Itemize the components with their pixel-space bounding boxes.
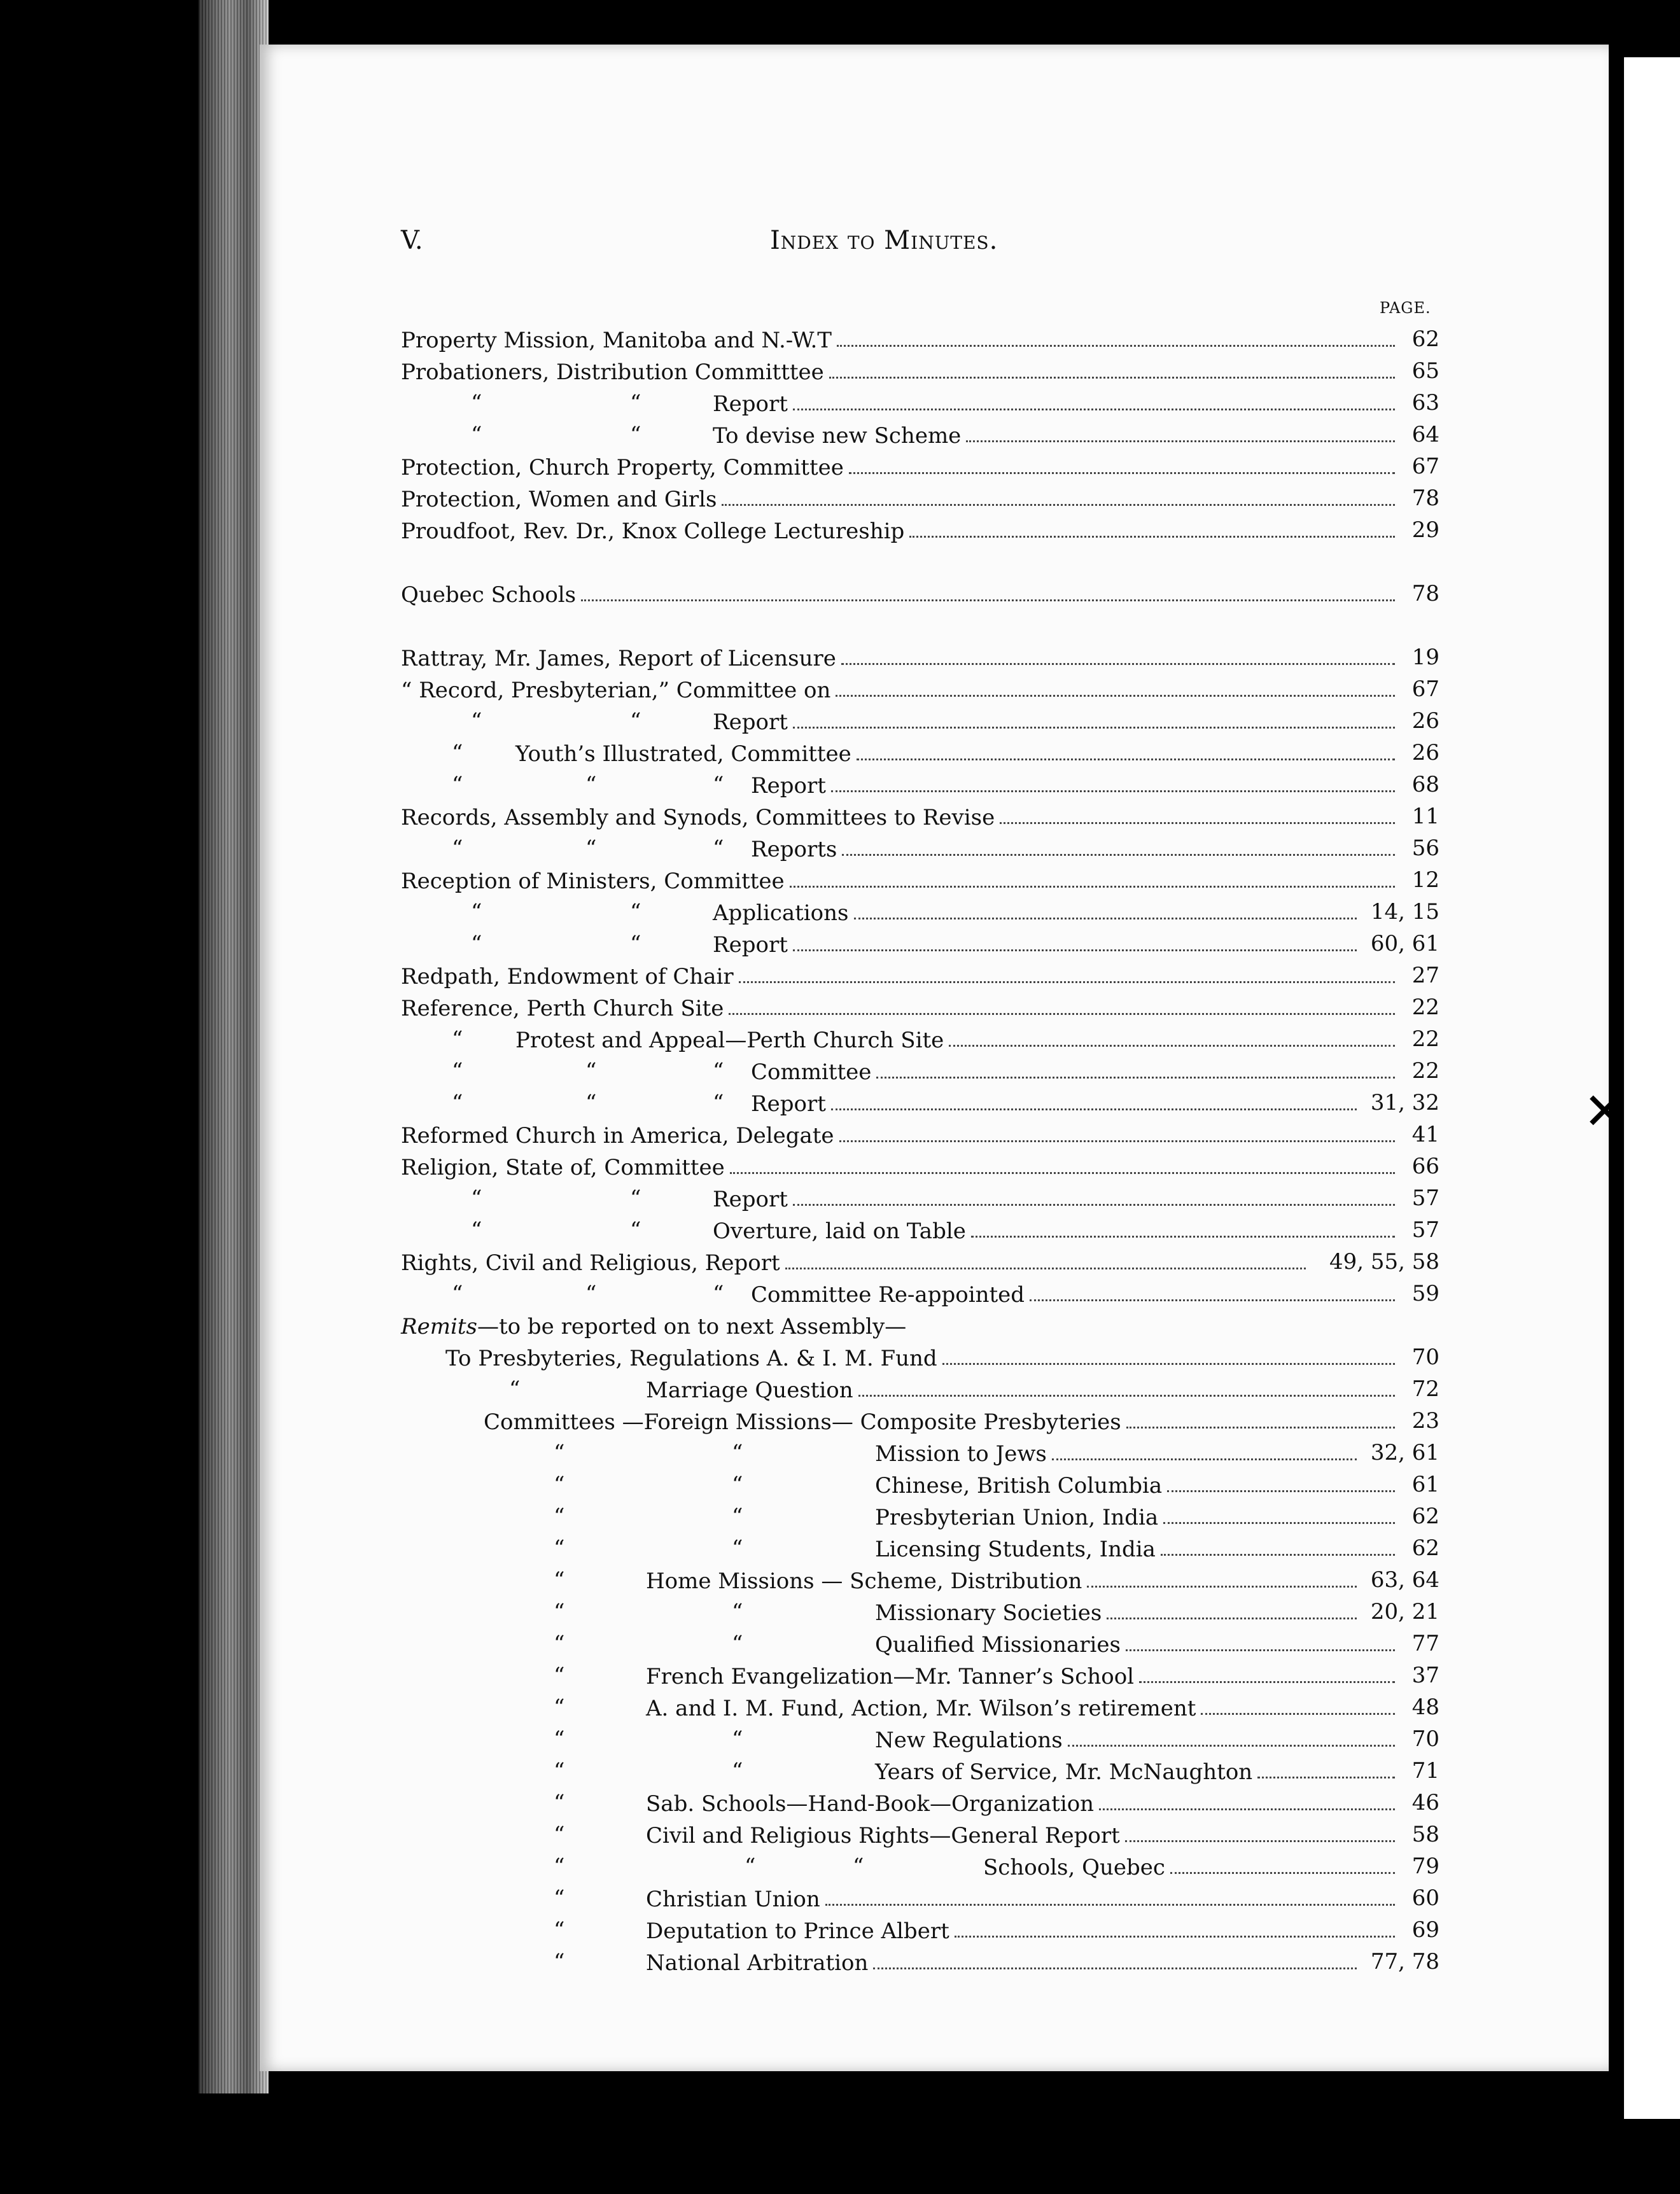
index-entry	[401, 1785, 1439, 1817]
page-reference: 67	[1411, 676, 1439, 702]
ditto-mark: “	[732, 1599, 743, 1625]
dot-leader	[949, 1045, 1395, 1047]
entry-text: Mission to Jews	[875, 1441, 1047, 1467]
entry-text: Sab. Schools—Hand-Book—Organization	[646, 1791, 1095, 1817]
dot-leader	[839, 1140, 1395, 1142]
ditto-mark: “	[732, 1472, 743, 1497]
page-reference: 49, 55, 58	[1329, 1249, 1439, 1275]
page-reference: 22	[1411, 995, 1439, 1020]
ditto-mark: “	[471, 931, 482, 956]
ditto-mark: “	[732, 1631, 743, 1656]
ditto-mark: “	[471, 708, 482, 734]
index-entry	[401, 703, 1439, 735]
ditto-mark: “	[452, 740, 463, 765]
ditto-mark: “	[585, 1281, 597, 1306]
ditto-mark: “	[554, 1631, 565, 1656]
entry-text: Deputation to Prince Albert	[646, 1918, 949, 1944]
entry-text: Redpath, Endowment of Chair	[401, 964, 734, 989]
entry-text: Committee	[751, 1059, 872, 1085]
entry-text: Report	[713, 932, 788, 958]
entry-text: To Presbyteries, Regulations A. & I. M. Fund	[445, 1346, 937, 1371]
ditto-mark: “	[452, 1281, 463, 1306]
page-reference: 22	[1411, 1058, 1439, 1084]
ditto-mark: “	[745, 1854, 756, 1879]
dot-leader	[971, 1236, 1395, 1238]
page-reference: 19	[1411, 645, 1439, 670]
entry-text: Reformed Church in America, Delegate	[401, 1123, 834, 1149]
ditto-mark: “	[554, 1790, 565, 1815]
index-entry	[401, 958, 1439, 989]
dot-leader	[730, 1172, 1395, 1174]
index-entry	[401, 353, 1439, 385]
dot-leader	[793, 727, 1395, 729]
ditto-mark: “	[452, 772, 463, 797]
index-entry	[401, 671, 1439, 703]
dot-leader	[857, 758, 1395, 760]
index-entry	[401, 449, 1439, 480]
page-reference: 59	[1411, 1281, 1439, 1306]
page-reference: 60, 61	[1370, 931, 1439, 956]
page-reference: 58	[1411, 1822, 1439, 1847]
index-entry	[401, 385, 1439, 417]
page-reference: 12	[1411, 867, 1439, 893]
ditto-mark: “	[585, 1058, 597, 1084]
ditto-mark: “	[713, 1058, 724, 1084]
ditto-mark: “	[554, 1599, 565, 1625]
entry-text: Records, Assembly and Synods, Committees to Revise	[401, 805, 995, 830]
dot-leader	[793, 1204, 1395, 1206]
dot-leader	[873, 1967, 1357, 1969]
ditto-mark: “	[585, 772, 597, 797]
page-reference: 78	[1411, 486, 1439, 511]
index-entry	[401, 1371, 1439, 1403]
index-entry	[401, 321, 1439, 353]
page-reference: 69	[1411, 1917, 1439, 1943]
ditto-mark: “	[732, 1504, 743, 1529]
index-entry	[401, 1308, 1439, 1339]
ditto-mark: “	[452, 835, 463, 861]
index-entry	[401, 1339, 1439, 1371]
ditto-mark: “	[713, 835, 724, 861]
entry-text: French Evangelization—Mr. Tanner’s School	[646, 1664, 1135, 1689]
entry-text: Rattray, Mr. James, Report of Licensure	[401, 646, 836, 671]
dot-leader	[1052, 1458, 1357, 1460]
ditto-mark: “	[630, 1185, 641, 1211]
dot-leader	[1257, 1777, 1395, 1778]
entry-text: Presbyterian Union, India	[875, 1505, 1159, 1530]
index-entry	[401, 1658, 1439, 1689]
index-entry	[401, 1085, 1439, 1117]
dot-leader	[825, 1904, 1395, 1906]
dot-leader	[858, 1395, 1395, 1397]
ditto-mark: “	[630, 390, 641, 416]
ditto-mark: “	[452, 1058, 463, 1084]
dot-leader	[739, 981, 1395, 983]
ditto-mark: “	[554, 1504, 565, 1529]
ditto-mark: “	[732, 1440, 743, 1465]
entry-text: Report	[751, 773, 826, 799]
page-reference: 67	[1411, 454, 1439, 479]
dot-leader	[1201, 1713, 1395, 1715]
index-entry	[401, 1530, 1439, 1562]
index-entry	[401, 1276, 1439, 1308]
ditto-mark: “	[554, 1567, 565, 1593]
ditto-mark: “	[554, 1758, 565, 1784]
ditto-mark: “	[732, 1726, 743, 1752]
dot-leader	[831, 1108, 1357, 1110]
page-reference: 56	[1411, 835, 1439, 861]
page-reference: 70	[1411, 1345, 1439, 1370]
index-entry	[401, 1467, 1439, 1499]
entry-text: Religion, State of, Committee	[401, 1155, 725, 1180]
ditto-mark: “	[630, 899, 641, 925]
dot-leader	[581, 599, 1395, 601]
entry-text: Applications	[713, 900, 849, 926]
entry-text: Committee Re-appointed	[751, 1282, 1025, 1308]
ditto-mark: “	[630, 1217, 641, 1243]
index-entry	[401, 512, 1439, 544]
ditto-mark: “	[732, 1758, 743, 1784]
page-reference: 29	[1411, 517, 1439, 543]
ditto-mark: “	[585, 835, 597, 861]
entry-text: To devise new Scheme	[713, 423, 962, 449]
binding-mark: ✕	[1583, 1082, 1627, 1141]
index-entry	[401, 799, 1439, 830]
index-entry	[401, 1594, 1439, 1626]
index-entry	[401, 989, 1439, 1021]
dot-leader	[1167, 1490, 1395, 1492]
entry-text: Property Mission, Manitoba and N.-W.T	[401, 328, 832, 353]
index-entry	[401, 1944, 1439, 1976]
dot-leader	[729, 1013, 1395, 1015]
dot-leader	[1000, 822, 1395, 824]
entry-text: Reception of Ministers, Committee	[401, 869, 785, 894]
entry-text: Civil and Religious Rights—General Report	[646, 1823, 1120, 1848]
entry-text: Years of Service, Mr. McNaughton	[875, 1759, 1253, 1785]
page-reference: 26	[1411, 740, 1439, 765]
ditto-mark: “	[452, 1090, 463, 1115]
index-entry	[401, 830, 1439, 862]
page-reference: 60	[1411, 1885, 1439, 1911]
page-reference: 79	[1411, 1854, 1439, 1879]
ditto-mark: “	[471, 899, 482, 925]
ditto-mark: “	[509, 1376, 521, 1402]
ditto-mark: “	[713, 772, 724, 797]
page-reference: 70	[1411, 1726, 1439, 1752]
dot-leader	[829, 377, 1395, 379]
index-entry	[401, 1499, 1439, 1530]
entry-text: Proudfoot, Rev. Dr., Knox College Lectureship	[401, 519, 905, 544]
index-entry	[401, 480, 1439, 512]
book-page-edges	[199, 0, 269, 2093]
page-reference: 62	[1411, 1535, 1439, 1561]
dot-leader	[1087, 1586, 1357, 1588]
ditto-mark: “	[554, 1726, 565, 1752]
dot-leader	[955, 1936, 1395, 1938]
page-reference: 61	[1411, 1472, 1439, 1497]
dot-leader	[790, 886, 1395, 888]
ditto-mark: “	[452, 1026, 463, 1052]
page-reference: 27	[1411, 963, 1439, 988]
ditto-mark: “	[554, 1472, 565, 1497]
ditto-mark: “	[554, 1917, 565, 1943]
entry-text: Missionary Societies	[875, 1600, 1102, 1626]
index-entry	[401, 1244, 1439, 1276]
ditto-mark: “	[585, 1090, 597, 1115]
page-reference: 48	[1411, 1694, 1439, 1720]
dot-leader	[1161, 1554, 1395, 1556]
dot-leader	[849, 472, 1395, 474]
ditto-mark: “	[554, 1885, 565, 1911]
index-entry	[401, 1912, 1439, 1944]
dot-leader	[1068, 1745, 1395, 1747]
dot-leader	[1170, 1872, 1395, 1874]
index-entry	[401, 1435, 1439, 1467]
entry-text: Youth’s Illustrated, Committee	[515, 741, 851, 767]
ditto-mark: “	[554, 1694, 565, 1720]
page-reference: 72	[1411, 1376, 1439, 1402]
entry-text: Protection, Church Property, Committee	[401, 455, 844, 480]
index-entry	[401, 1117, 1439, 1149]
dot-leader	[876, 1077, 1395, 1079]
page-reference: 66	[1411, 1154, 1439, 1179]
index-entry	[401, 1053, 1439, 1085]
index-entry	[401, 1753, 1439, 1785]
index-entry	[401, 1848, 1439, 1880]
page-reference: 41	[1411, 1122, 1439, 1147]
index-entry	[401, 1880, 1439, 1912]
dot-leader	[942, 1363, 1395, 1365]
entry-text: Overture, laid on Table	[713, 1219, 966, 1244]
page-reference: 11	[1411, 804, 1439, 829]
page-reference: 57	[1411, 1217, 1439, 1243]
ditto-mark: “	[554, 1854, 565, 1879]
page-reference: 68	[1411, 772, 1439, 797]
page-reference: 62	[1411, 1504, 1439, 1529]
index-entry	[401, 1149, 1439, 1180]
entry-text: Qualified Missionaries	[875, 1632, 1121, 1658]
dot-leader	[841, 663, 1395, 665]
page-reference: 23	[1411, 1408, 1439, 1434]
index-entry	[401, 926, 1439, 958]
dot-leader	[793, 409, 1395, 410]
entry-text: Remits—to be reported on to next Assembly—	[401, 1314, 907, 1339]
index-entry	[401, 862, 1439, 894]
page-reference: 63, 64	[1370, 1567, 1439, 1593]
dot-leader	[854, 918, 1357, 919]
page-reference: 65	[1411, 358, 1439, 384]
dot-leader	[1126, 1649, 1395, 1651]
index-entry	[401, 1212, 1439, 1244]
page-reference: 64	[1411, 422, 1439, 447]
entry-text: Reports	[751, 837, 837, 862]
index-entry	[401, 1689, 1439, 1721]
ditto-mark: “	[630, 931, 641, 956]
ditto-mark: “	[471, 1217, 482, 1243]
ditto-mark: “	[471, 422, 482, 447]
page-reference: 31, 32	[1370, 1090, 1439, 1115]
page-reference: 63	[1411, 390, 1439, 416]
dot-leader	[831, 790, 1395, 792]
entry-text: Probationers, Distribution Committtee	[401, 360, 824, 385]
entry-text: Rights, Civil and Religious, Report	[401, 1250, 780, 1276]
ditto-mark: “	[471, 390, 482, 416]
page-reference: 22	[1411, 1026, 1439, 1052]
page-reference: 71	[1411, 1758, 1439, 1784]
ditto-mark: “	[554, 1822, 565, 1847]
dot-leader	[722, 504, 1395, 506]
dot-leader	[836, 695, 1395, 697]
entry-text: Report	[713, 709, 788, 735]
ditto-mark: “	[554, 1949, 565, 1974]
dot-leader	[1139, 1681, 1395, 1683]
entry-text: Report	[713, 391, 788, 417]
index-entry	[401, 1626, 1439, 1658]
index-entry	[401, 576, 1439, 608]
index-entry	[401, 1021, 1439, 1053]
dot-leader	[966, 440, 1395, 442]
entry-text: Protection, Women and Girls	[401, 487, 717, 512]
ditto-mark: “	[554, 1535, 565, 1561]
entry-text: Committees —Foreign Missions— Composite Presbyteries	[484, 1409, 1121, 1435]
dot-leader	[1099, 1808, 1395, 1810]
dot-leader	[837, 345, 1395, 347]
index-entry	[401, 767, 1439, 799]
index-entry	[401, 1562, 1439, 1594]
page-reference: 77	[1411, 1631, 1439, 1656]
ditto-mark: “	[471, 1185, 482, 1211]
ditto-mark: “	[713, 1090, 724, 1115]
entry-text: Christian Union	[646, 1887, 820, 1912]
entry-text: Quebec Schools	[401, 582, 577, 608]
entry-text: A. and I. M. Fund, Action, Mr. Wilson’s retirement	[646, 1696, 1196, 1721]
entry-text: Chinese, British Columbia	[875, 1473, 1163, 1499]
ditto-mark: “	[630, 422, 641, 447]
ditto-mark: “	[732, 1535, 743, 1561]
page-reference: 57	[1411, 1185, 1439, 1211]
entry-text: Protest and Appeal—Perth Church Site	[515, 1028, 944, 1053]
ditto-mark: “	[554, 1440, 565, 1465]
page-reference: 32, 61	[1370, 1440, 1439, 1465]
ditto-mark: “	[630, 708, 641, 734]
ditto-mark: “	[713, 1281, 724, 1306]
entry-text: National Arbitration	[646, 1950, 869, 1976]
entry-text: Home Missions — Scheme, Distribution	[646, 1569, 1082, 1594]
dot-leader	[1163, 1522, 1395, 1524]
dot-leader	[842, 854, 1395, 856]
page-column-header: PAGE.	[1380, 299, 1431, 317]
entry-text: Marriage Question	[646, 1378, 853, 1403]
index-entry	[401, 639, 1439, 671]
entry-text: Licensing Students, India	[875, 1537, 1156, 1562]
entry-text: “ Record, Presbyterian,” Committee on	[401, 678, 831, 703]
ditto-mark: “	[554, 1663, 565, 1688]
dot-leader	[785, 1268, 1306, 1269]
dot-leader	[1126, 1427, 1395, 1429]
index-entry	[401, 417, 1439, 449]
page-numeral: V.	[401, 226, 423, 255]
page-reference: 77, 78	[1370, 1949, 1439, 1974]
entry-text: Schools, Quebec	[983, 1855, 1165, 1880]
page-reference: 26	[1411, 708, 1439, 734]
dot-leader	[1030, 1299, 1395, 1301]
page-reference: 20, 21	[1370, 1599, 1439, 1625]
entry-text: New Regulations	[875, 1728, 1063, 1753]
page-reference: 37	[1411, 1663, 1439, 1688]
dot-leader	[909, 536, 1395, 538]
index-entry	[401, 1403, 1439, 1435]
dot-leader	[1125, 1840, 1395, 1842]
index-entry	[401, 1721, 1439, 1753]
facing-page-strip	[1624, 57, 1680, 2119]
page-reference: 14, 15	[1370, 899, 1439, 925]
index-entry	[401, 894, 1439, 926]
index-entry	[401, 1180, 1439, 1212]
entry-text: Report	[751, 1091, 826, 1117]
entry-text: Report	[713, 1187, 788, 1212]
dot-leader	[793, 949, 1357, 951]
page-reference: 78	[1411, 581, 1439, 606]
page-title: Index to Minutes.	[770, 226, 998, 255]
entry-text: Reference, Perth Church Site	[401, 996, 724, 1021]
dot-leader	[1107, 1618, 1357, 1619]
index-entry	[401, 735, 1439, 767]
index-entry	[401, 1817, 1439, 1848]
page-reference: 62	[1411, 326, 1439, 352]
ditto-mark: “	[853, 1854, 864, 1879]
page-reference: 46	[1411, 1790, 1439, 1815]
